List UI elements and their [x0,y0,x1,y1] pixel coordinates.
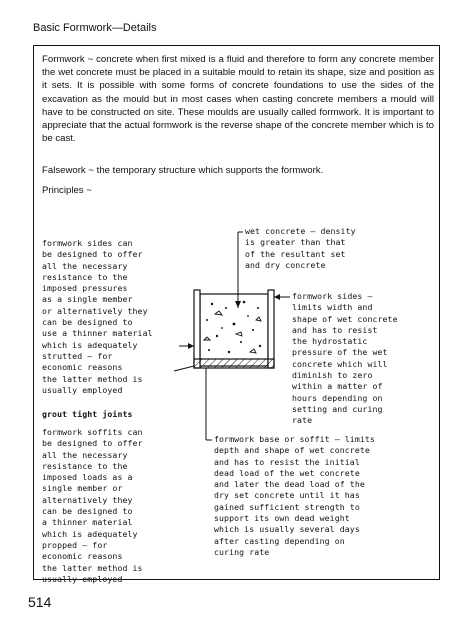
label-formwork-base: formwork base or soffit — limits depth and shape of wet concrete and has to resist the initial dead load of the wet concrete and later the dead load of the dry set concrete until it has gained sufficient strength to support its own dead weight which is usually several days after casting depending on curing rate [214,434,375,557]
label-formwork-sides-right: formwork sides — limits width and shape of wet concrete and has to resist the hydrostatic pressure of the wet concrete which will diminish to zero within a matter of hours depending on setting and curing rate [292,291,398,426]
concrete-section [194,290,274,368]
label-formwork-sides-left: formwork sides can be designed to offer all the necessary resistance to the imposed pressures as a single member or alternatively they can be designed to use a thinner material which is adequately strutted — for economic reasons the latter method is usually employed [42,238,153,395]
label-formwork-soffits-left: formwork soffits can be designed to offer all the necessary resistance to the imposed loads as a single member or alternatively they can be designed to a thinner material which is adequately propped — for economic reasons the latter method is usually employed [42,427,143,584]
formwork-paragraph: Formwork ~ concrete when first mixed is a fluid and therefore to form any concrete member the wet concrete must be placed in a suitable mould to retain its shape, size and position as it sets. It is possible with some forms of concrete foundations to use the sides of the excavation as the mould but in most cases when casting concrete members a mould will have to be constructed on site. These moulds are usually called formwork. It is important to appreciate that the actual formwork is the reverse shape of the concrete member which is to be cast. [42,54,434,145]
page-number: 514 [28,594,52,610]
falsework-paragraph: Falsework ~ the temporary structure which supports the formwork. [42,165,324,176]
content-frame [33,45,440,584]
label-grout-tight-joints: grout tight joints [42,409,133,419]
label-wet-concrete: wet concrete — density is greater than that of the resultant set and dry concrete [245,226,356,270]
principles-heading: Principles ~ [42,185,92,196]
page-header: Basic Formwork—Details [33,22,157,34]
